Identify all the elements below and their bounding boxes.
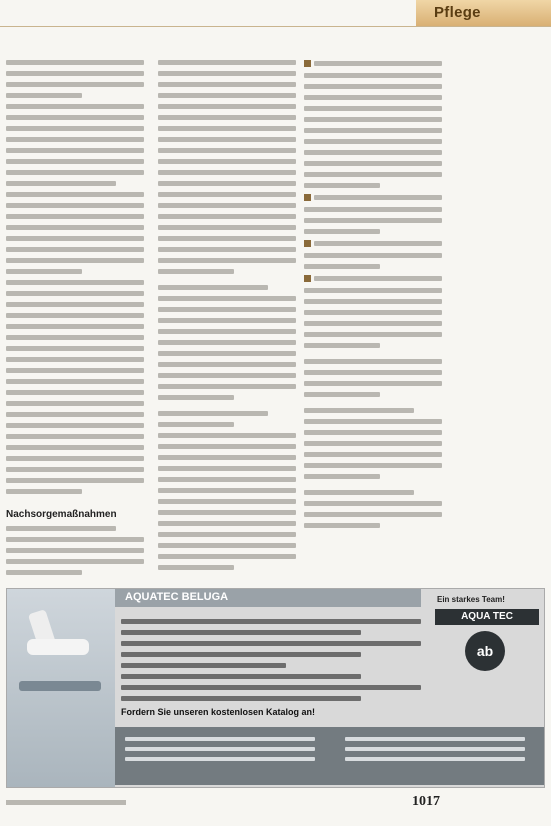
- bath-lift-photo: [7, 589, 115, 787]
- text-column-3: [304, 60, 442, 534]
- bullet-square-icon: [304, 194, 311, 201]
- ad-call-to-action: Fordern Sie unseren kostenlosen Katalog an!: [121, 707, 316, 717]
- bullet-square-icon: [304, 240, 311, 247]
- ad-title-bar: [115, 589, 421, 607]
- brand-logo-icon: ab: [465, 631, 505, 671]
- text-column-2: [158, 60, 296, 576]
- bullet-square-icon: [304, 275, 311, 282]
- header-rule: [0, 26, 551, 27]
- aftercare-heading: Nachsorgemaßnahmen: [6, 509, 117, 520]
- bullet-square-icon: [304, 60, 311, 67]
- ad-slogan: Ein starkes Team!: [437, 595, 505, 604]
- ad-product-title: AQUATEC BELUGA: [125, 591, 229, 603]
- ad-feature-list: [121, 619, 421, 707]
- text-column-1: [6, 60, 144, 581]
- ad-contact-box: [115, 727, 544, 785]
- page-number: 1017: [412, 794, 440, 809]
- section-banner: [416, 0, 551, 26]
- ad-brand-badge: AQUA TEC: [435, 609, 539, 625]
- footer-source-line: [6, 800, 126, 805]
- section-label: Pflege: [434, 4, 481, 21]
- advertisement: [6, 588, 545, 788]
